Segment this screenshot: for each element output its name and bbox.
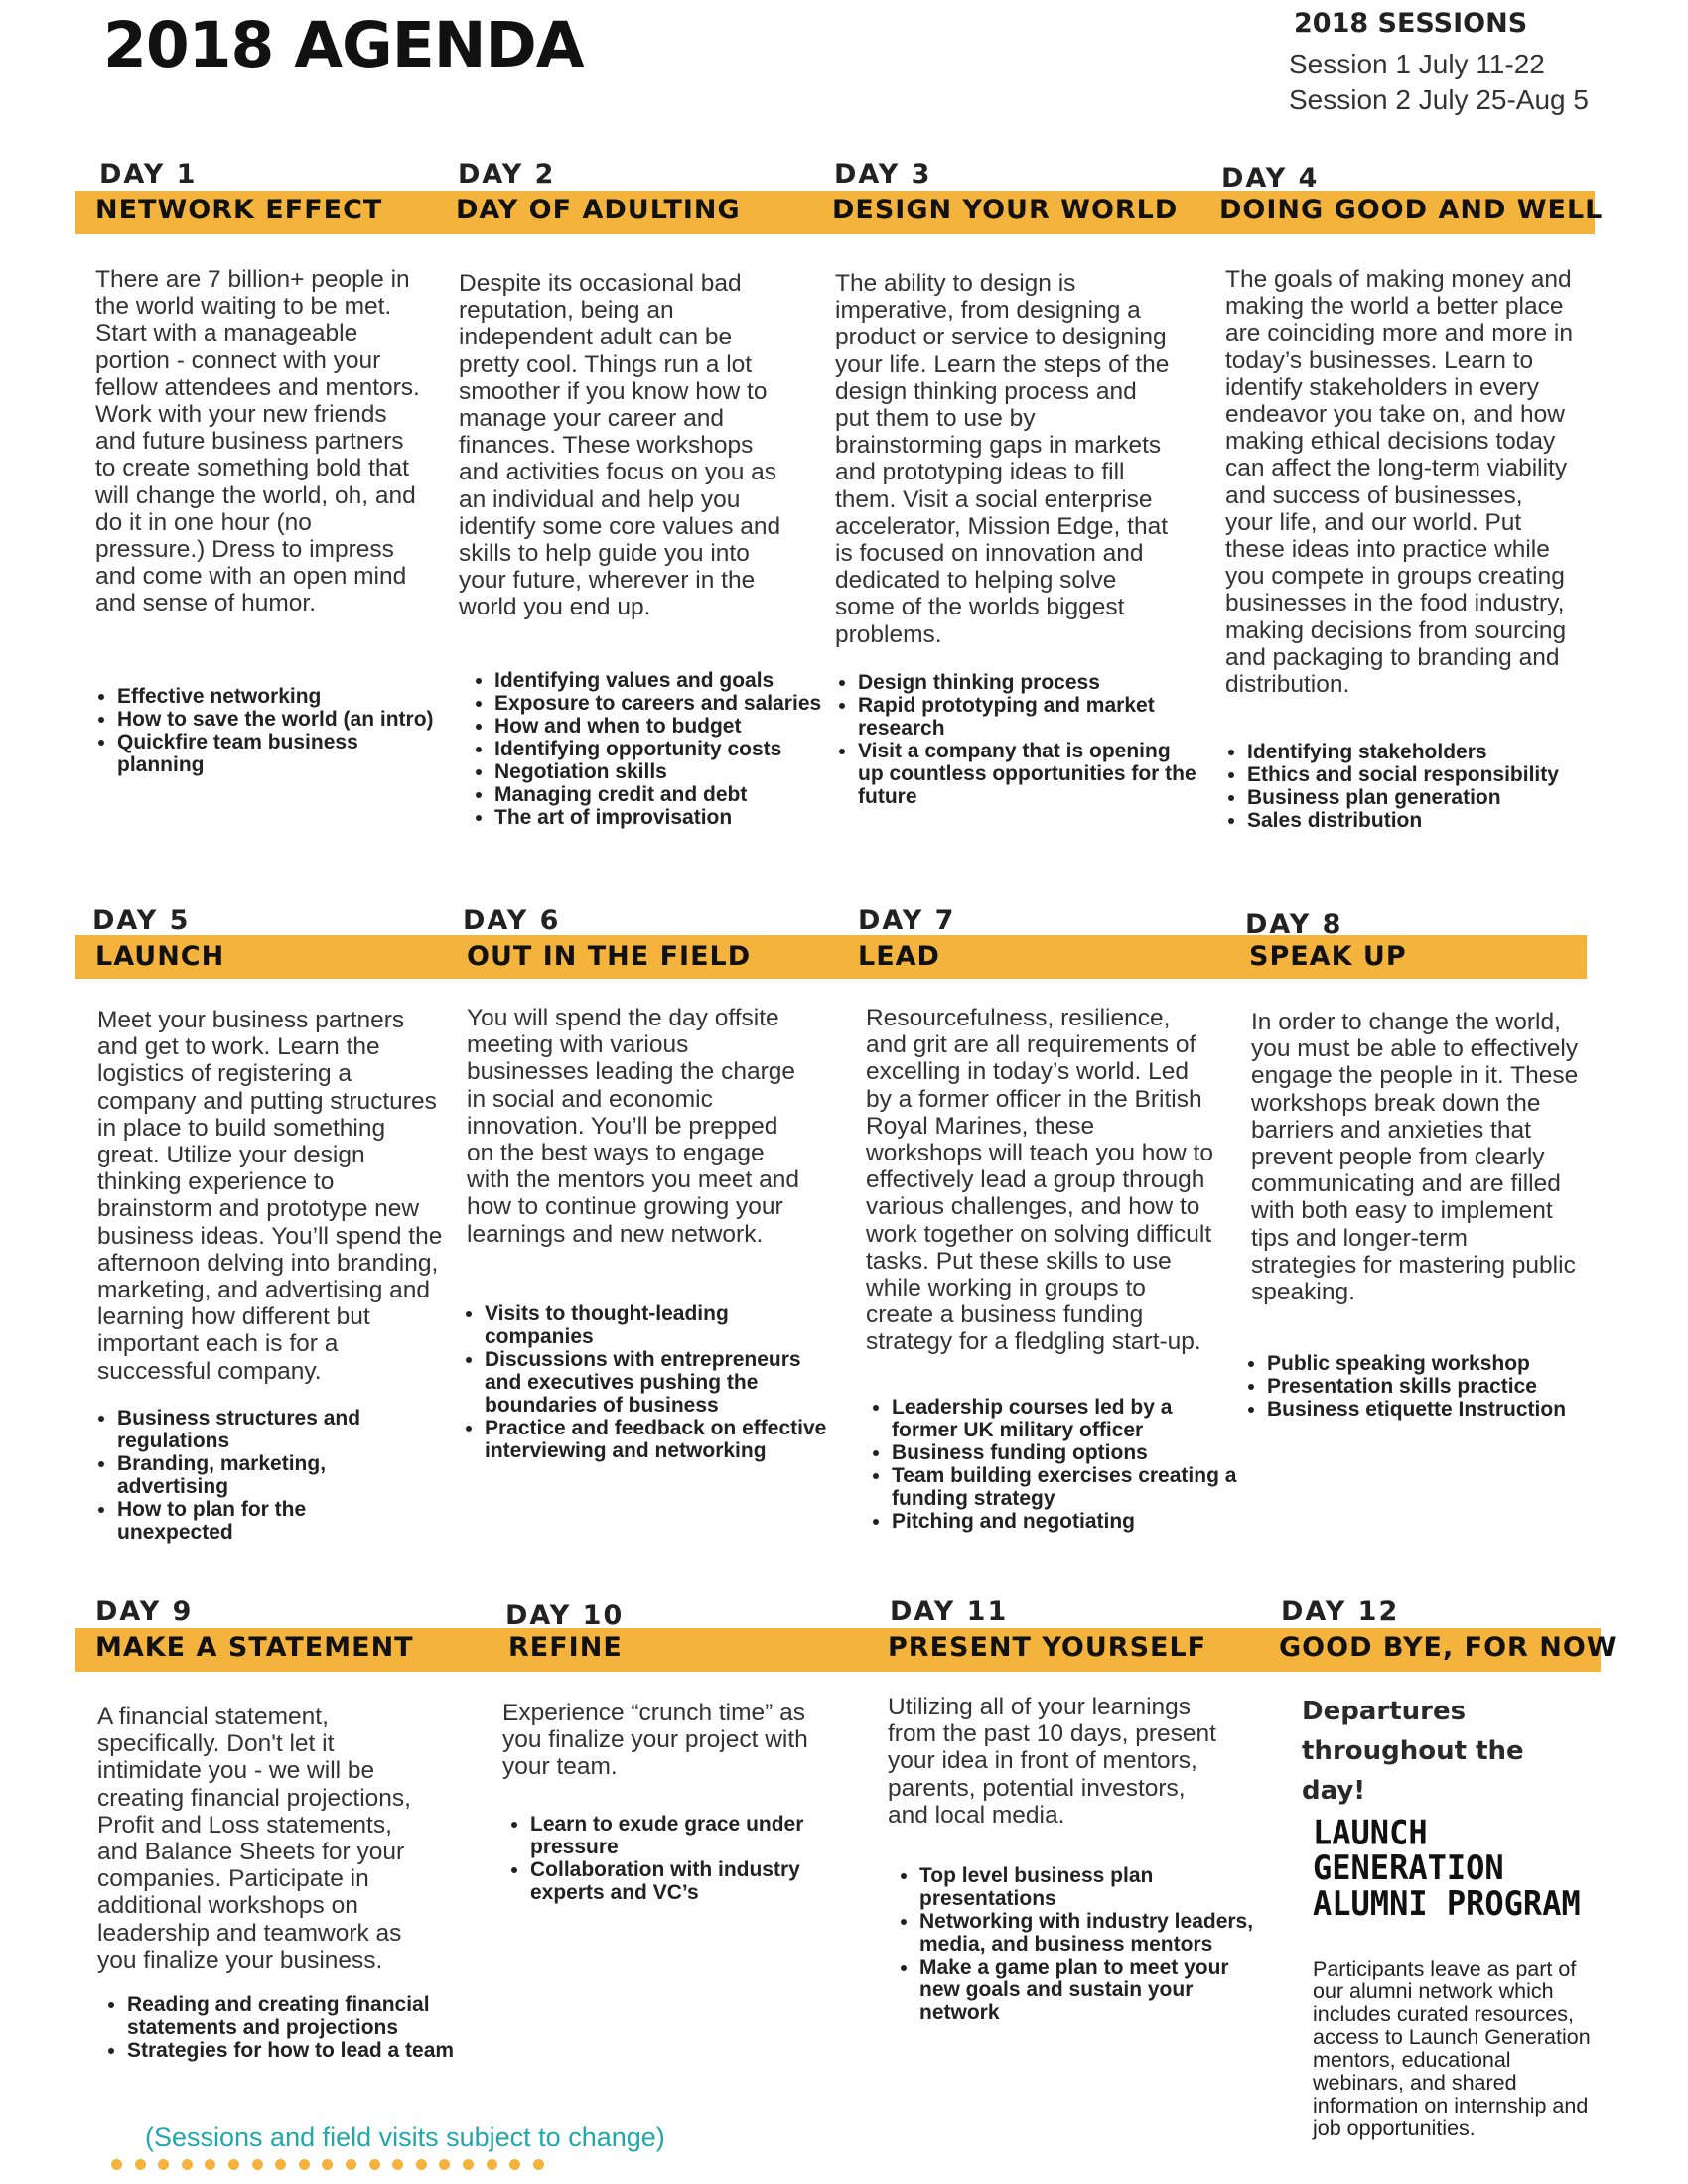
bullet-item: • How and when to budget [494, 715, 822, 738]
bullet-item: • Public speaking workshop [1267, 1352, 1605, 1375]
session-1: Session 1 July 11-22 [1289, 49, 1545, 79]
divider-dot [322, 2159, 333, 2170]
bullet-item: • Pitching and negotiating [892, 1510, 1239, 1533]
divider-dot [416, 2159, 427, 2170]
day-10-label: DAY 10 [505, 1600, 625, 1631]
divider-dot [487, 2159, 497, 2170]
day-1-description: There are 7 billion+ people in the world waiting to be met. Start with a manageable portion - connect with your fellow attendees and mentors. Work with your new friends and future business partners to create something bold that will change the world, oh, and do it in one hour (no pressure.) Dress to impress and come with an open mind and sense of humor. [95, 266, 420, 617]
bullet-item: • Make a game plan to meet your new goals and sustain your network [919, 1956, 1267, 2024]
day-4-bullets [1225, 741, 1585, 832]
day-7-bullets [870, 1396, 1239, 1533]
divider-dot [135, 2159, 146, 2170]
day-2-label: DAY 2 [458, 159, 556, 190]
day-6-description: You will spend the day offsite meeting with various businesses leading the charge in social and economic innovation. You’ll be prepped on the best ways to engage with the mentors you meet and how to continue growing your learnings and new network. [467, 1005, 800, 1248]
day-11-title: PRESENT YOURSELF [888, 1632, 1207, 1663]
divider-dot [252, 2159, 263, 2170]
day-5-label: DAY 5 [92, 905, 191, 936]
day-1-bullets [95, 685, 445, 776]
day-9-bullets [105, 1993, 475, 2062]
bullet-item: • Effective networking [117, 685, 445, 708]
divider-dot [182, 2159, 193, 2170]
day-3-bullets [836, 671, 1200, 808]
sessions-heading: 2018 SESSIONS [1294, 8, 1528, 39]
page-title: 2018 AGENDA [103, 9, 584, 81]
bullet-item: • Leadership courses led by a former UK military officer [892, 1396, 1239, 1441]
day-6-bullets [463, 1302, 832, 1462]
divider-dot [158, 2159, 169, 2170]
bullet-item: • Reading and creating financial statements and projections [127, 1993, 475, 2039]
day-11-description: Utilizing all of your learnings from the past 10 days, present your idea in front of mentors, parents, potential investors, and local media. [888, 1694, 1216, 1829]
day-12-label: DAY 12 [1281, 1596, 1400, 1627]
day-2-title: DAY OF ADULTING [456, 195, 741, 225]
day-6-label: DAY 6 [463, 905, 561, 936]
day-8-title: SPEAK UP [1249, 941, 1407, 972]
bullet-item: • Exposure to careers and salaries [494, 692, 822, 715]
footer-note: (Sessions and field visits subject to change) [145, 2122, 665, 2152]
bullet-item: • Branding, marketing, advertising [117, 1452, 425, 1498]
bullet-item: • Discussions with entrepreneurs and executives pushing the boundaries of business [485, 1348, 832, 1417]
bullet-item: • Negotiation skills [494, 760, 822, 783]
bullet-item: • Business plan generation [1247, 786, 1585, 809]
day-9-label: DAY 9 [95, 1596, 194, 1627]
day-5-description: Meet your business partners and get to work. Learn the logistics of registering a company and putting structures in place to build something great. Utilize your design thinking experience to brainstorm and prototype new business ideas. You’ll spend the afternoon delving into branding, marketing, and advertising and learning how different but important each is for a successful company. [97, 1007, 443, 1385]
divider-dot [299, 2159, 310, 2170]
day-5-title: LAUNCH [95, 941, 225, 972]
day-10-title: REFINE [508, 1632, 623, 1663]
day-1-title: NETWORK EFFECT [95, 195, 383, 225]
day-9-description: A financial statement, specifically. Don't let it intimidate you - we will be creating financial projections, Profit and Loss statements, and Balance Sheets for your companies. Participate in additional workshops on leadership and teamwork as you finalize your business. [97, 1704, 411, 1974]
day-9-title: MAKE A STATEMENT [95, 1632, 414, 1663]
divider-dot [275, 2159, 286, 2170]
day-10-description: Experience “crunch time” as you finalize your project with your team. [502, 1700, 808, 1781]
divider-dot [533, 2159, 544, 2170]
bullet-item: • Strategies for how to lead a team [127, 2039, 475, 2062]
day-2-description: Despite its occasional bad reputation, being an independent adult can be pretty cool. Things run a lot smoother if you know how to manage your career and finances. These workshops and activities focus on you as an individual and help you identify some core values and skills to help guide you into your future, wherever in the world you end up. [459, 270, 781, 621]
dotted-divider [111, 2159, 544, 2170]
day-1-label: DAY 1 [99, 159, 198, 190]
divider-dot [369, 2159, 380, 2170]
bullet-item: • Business funding options [892, 1441, 1239, 1464]
day-10-bullets [508, 1813, 858, 1904]
alumni-program-description: Participants leave as part of our alumni network which includes curated resources, access to Launch Generation mentors, educational webinars, and shared information on internship and job opportunities. [1313, 1957, 1591, 2140]
day-11-bullets [898, 1864, 1267, 2024]
divider-dot [439, 2159, 450, 2170]
divider-dot [346, 2159, 356, 2170]
bullet-item: • Business structures and regulations [117, 1407, 425, 1452]
day-8-label: DAY 8 [1245, 909, 1343, 940]
agenda-row-2 [75, 905, 1595, 1561]
bullet-item: • Quickfire team business planning [117, 731, 445, 776]
bullet-item: • Team building exercises creating a funding strategy [892, 1464, 1239, 1510]
day-7-label: DAY 7 [858, 905, 956, 936]
day-4-description: The goals of making money and making the world a better place are coinciding more and more in today’s businesses. Learn to identify stakeholders in every endeavor you take on, and how making ethical decisions today can affect the long-term viability and success of businesses, your life, and our world. Put these ideas into practice while you compete in groups creating businesses in the food industry, making decisions from sourcing and packaging to branding and distribution. [1225, 266, 1573, 699]
bullet-item: • Design thinking process [858, 671, 1200, 694]
bullet-item: • Rapid prototyping and market research [858, 694, 1200, 740]
day-8-bullets [1245, 1352, 1605, 1421]
day-3-label: DAY 3 [834, 159, 932, 190]
divider-dot [392, 2159, 403, 2170]
day-11-label: DAY 11 [890, 1596, 1009, 1627]
bullet-item: • How to plan for the unexpected [117, 1498, 425, 1544]
bullet-item: • Visits to thought-leading companies [485, 1302, 832, 1348]
day-3-description: The ability to design is imperative, from designing a product or service to designing your life. Learn the steps of the design thinking process and put them to use by brainstorming gaps in markets and prototyping ideas to fill them. Visit a social enterprise accelerator, Mission Edge, that is focused on innovation and dedicated to helping solve some of the worlds biggest problems. [835, 270, 1170, 648]
agenda-row-1 [75, 159, 1604, 874]
bullet-item: • Identifying stakeholders [1247, 741, 1585, 763]
bullet-item: • How to save the world (an intro) [117, 708, 445, 731]
departures-note: Departures throughout the day! [1302, 1697, 1524, 1806]
day-6-title: OUT IN THE FIELD [467, 941, 752, 972]
divider-dot [228, 2159, 239, 2170]
bullet-item: • Collaboration with industry experts and VC’s [530, 1858, 858, 1904]
bullet-item: • Networking with industry leaders, media, and business mentors [919, 1910, 1267, 1956]
bullet-item: • The art of improvisation [494, 806, 822, 829]
day-3-title: DESIGN YOUR WORLD [832, 195, 1179, 225]
day-12-title: GOOD BYE, FOR NOW [1279, 1632, 1618, 1663]
bullet-item: • Learn to exude grace under pressure [530, 1813, 858, 1858]
bullet-item: • Business etiquette Instruction [1267, 1398, 1605, 1421]
bullet-item: • Practice and feedback on effective interviewing and networking [485, 1417, 832, 1462]
sessions-box [1289, 8, 1589, 118]
bullet-item: • Managing credit and debt [494, 783, 822, 806]
day-7-title: LEAD [858, 941, 940, 972]
divider-dot [509, 2159, 520, 2170]
divider-dot [205, 2159, 215, 2170]
bullet-item: • Presentation skills practice [1267, 1375, 1605, 1398]
divider-dot [463, 2159, 474, 2170]
day-4-label: DAY 4 [1221, 163, 1320, 194]
divider-dot [111, 2159, 122, 2170]
bullet-item: • Ethics and social responsibility [1247, 763, 1585, 786]
day-4-title: DOING GOOD AND WELL [1219, 195, 1604, 225]
day-8-description: In order to change the world, you must be able to effectively engage the people in it. These workshops break down the barriers and anxieties that prevent people from clearly communicating and are filled with both easy to implement tips and longer-term strategies for mastering public speaking. [1251, 1009, 1579, 1306]
session-2: Session 2 July 25-Aug 5 [1289, 84, 1589, 115]
bullet-item: • Sales distribution [1247, 809, 1585, 832]
bullet-item: • Identifying values and goals [494, 669, 822, 692]
bullet-item: • Top level business plan presentations [919, 1864, 1267, 1910]
day-7-description: Resourcefulness, resilience, and grit are all requirements of excelling in today’s world. Led by a former officer in the British Royal Marines, these workshops will teach you how to effectively lead a group through various challenges, and how to work together on solving difficult tasks. Put these skills to use while working in groups to create a business funding strategy for a fledgling start-up. [866, 1005, 1213, 1356]
alumni-program-title: LAUNCH GENERATION ALUMNI PROGRAM [1313, 1812, 1581, 1924]
day-5-bullets [95, 1407, 425, 1544]
bullet-item: • Identifying opportunity costs [494, 738, 822, 760]
day-2-bullets [473, 669, 822, 829]
bullet-item: • Visit a company that is opening up countless opportunities for the future [858, 740, 1200, 808]
